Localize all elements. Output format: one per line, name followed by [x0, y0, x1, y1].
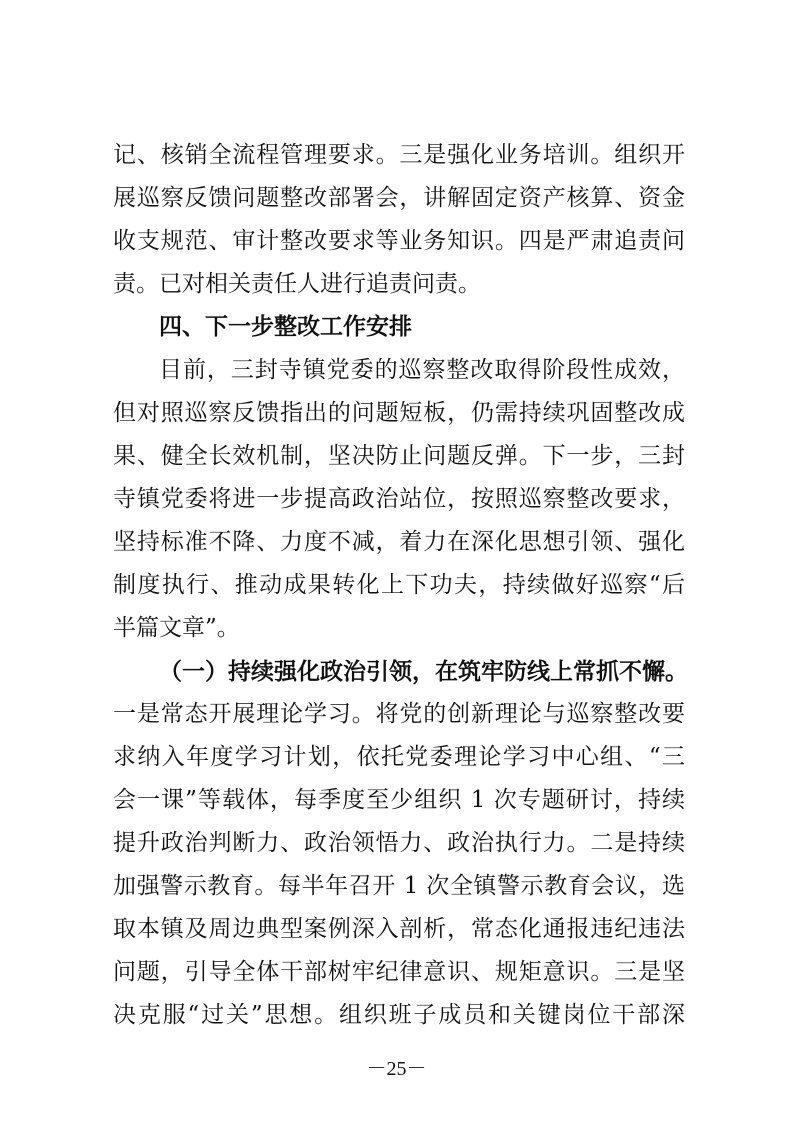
- section-heading: 四、下一步整改工作安排: [159, 314, 412, 340]
- body-line: 加强警示教育。每半年召开 1 次全镇警示教育会议，选: [113, 873, 685, 899]
- body-line: 记、核销全流程管理要求。三是强化业务培训。组织开: [113, 142, 685, 168]
- body-line: 取本镇及周边典型案例深入剖析，常态化通报违纪违法: [113, 916, 685, 942]
- body-line: 坚持标准不降、力度不减，着力在深化思想引领、强化: [113, 529, 685, 555]
- body-line: 果、健全长效机制，坚决防止问题反弹。下一步，三封: [113, 443, 685, 469]
- body-line: 但对照巡察反馈指出的问题短板，仍需持续巩固整改成: [113, 400, 685, 426]
- page-number: －25－: [366, 1058, 427, 1080]
- body-line: 决克服“过关”思想。组织班子成员和关键岗位干部深: [113, 1002, 685, 1028]
- body-line: 寺镇党委将进一步提高政治站位，按照巡察整改要求，: [113, 486, 685, 512]
- body-line: 会一课”等载体，每季度至少组织 1 次专题研讨，持续: [113, 787, 685, 813]
- body-line: 问题，引导全体干部树牢纪律意识、规矩意识。三是坚: [113, 959, 685, 985]
- body-line: 展巡察反馈问题整改部署会，讲解固定资产核算、资金: [113, 185, 685, 211]
- body-line: 目前，三封寺镇党委的巡察整改取得阶段性成效，: [159, 357, 685, 383]
- body-line: 求纳入年度学习计划，依托党委理论学习中心组、“三: [113, 744, 685, 770]
- body-line: 收支规范、审计整改要求等业务知识。四是严肃追责问: [113, 228, 685, 254]
- body-line: 提升政治判断力、政治领悟力、政治执行力。二是持续: [113, 830, 685, 856]
- subsection-heading: （一）持续强化政治引领，在筑牢防线上常抓不懈。: [159, 658, 688, 685]
- document-body: [113, 134, 688, 1037]
- body-line: 责。已对相关责任人进行追责问责。: [113, 271, 481, 297]
- body-line: 一是常态开展理论学习。将党的创新理论与巡察整改要: [113, 701, 685, 727]
- body-line: 半篇文章”。: [113, 615, 240, 641]
- body-line: 制度执行、推动成果转化上下功夫，持续做好巡察“后: [113, 572, 685, 598]
